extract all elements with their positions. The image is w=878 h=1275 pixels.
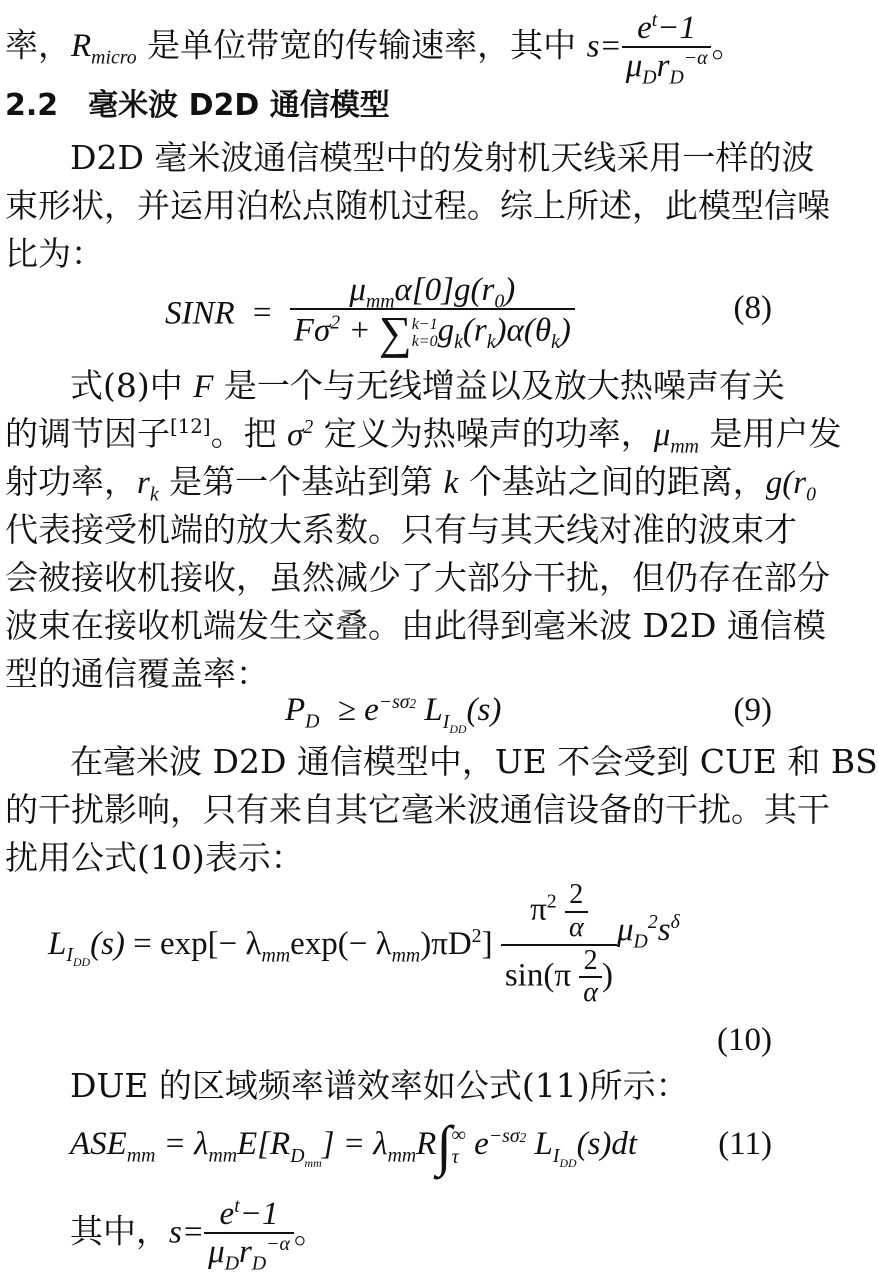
paragraph-line: 波束在接收机端发生交叠。由此得到毫米波 D2D 通信模 (5, 606, 826, 645)
equation-number: (11) (718, 1126, 772, 1162)
paragraph-line: 束形状，并运用泊松点随机过程。综上所述，此模型信噪 (5, 186, 830, 225)
paragraph-line: DUE 的区域频率谱效率如公式(11)所示： (70, 1066, 689, 1105)
equation-10: $L_{I_{DD}}(s) = \exp[- \lambda_{mm}\exp(- \lambda_{mm})\pi D^2]$ $\pi^2$ $\frac{2}{\alpha}$ sin(π $\frac{2}{\alpha}$ ) $\mu_D^2s^\delta$ (48, 879, 680, 1009)
text-fragment: 率， (5, 25, 71, 65)
paragraph-line: 在毫米波 D2D 通信模型中，UE 不会受到 CUE 和 BS (70, 742, 878, 781)
r-micro-symbol: $R_{micro}$ (71, 28, 137, 69)
paragraph-line: 比为： (5, 234, 104, 273)
paragraph-line: 式(8)中 F 是一个与无线增益以及放大热噪声有关 (70, 366, 785, 405)
text-line-1: 率，$R_{micro}$ 是单位带宽的传输速率，其中 s= $\frac{e^t-1}{\mu_Dr_D^{-\alpha}}$ 。 (5, 9, 745, 89)
paragraph-line: 的调节因子[12]。把 $\sigma^2$ 定义为热噪声的功率，$\mu_{mm}$ 是用户发 (5, 414, 842, 458)
citation: [12] (170, 415, 211, 438)
eq10-fraction: $\pi^2$ $\frac{2}{\alpha}$ sin(π $\frac{2}{\alpha}$ ) (501, 880, 617, 1009)
paragraph-line: 代表接受机端的放大系数。只有与其天线对准的波束才 (5, 510, 797, 549)
paragraph-line: 的干扰影响，只有来自其它毫米波通信设备的干扰。其干 (5, 790, 830, 829)
equation-number: (10) (717, 1022, 772, 1058)
section-heading: 2.2 毫米波 D2D 通信模型 (5, 88, 390, 123)
equation-number: (8) (733, 290, 772, 326)
equation-11: $ASE_{mm} = \lambda_{mm}E[R_{D_{mm}}] = \lambda_{mm}R\int$ ∞ τ $e^{-s\sigma 2}$ $L_{I_{DD}}(s)dt$ (70, 1115, 638, 1178)
equation-number: (9) (733, 692, 772, 728)
s-symbol: s= (586, 28, 622, 65)
paragraph-line: 扰用公式(10)表示： (5, 838, 304, 877)
equation-8: SINR = $\mu_{mm}\alpha[0]g(r_0)$ $F\sigma^2$ + ∑ k−1 k=0 $g_k(r_k)\alpha(\theta_k)$ (165, 272, 575, 356)
s-fraction: $\frac{e^t-1}{\mu_Dr_D^{-\alpha}}$ (204, 1196, 294, 1271)
paragraph-line: 型的通信覆盖率： (5, 654, 269, 693)
s-fraction: $\frac{e^t-1}{\mu_Dr_D^{-\alpha}}$ (622, 10, 712, 85)
equation-9: $P_D \ge e^{-s\sigma 2}$ $L_{I_{DD}}(s)$ (285, 691, 502, 736)
text-fragment: 是单位带宽的传输速率，其中 (147, 25, 577, 65)
paragraph-line: 射功率，$r_k$ 是第一个基站到第 k 个基站之间的距离，$g(r_0$ (5, 462, 817, 506)
sinr-fraction: $\mu_{mm}\alpha[0]g(r_0)$ $F\sigma^2$ + ∑ k−1 k=0 $g_k(r_k)\alpha(\theta_k)$ (290, 272, 575, 356)
paragraph-line: 会被接收机接收，虽然减少了大部分干扰，但仍存在部分 (5, 558, 830, 597)
paragraph-line: D2D 毫米波通信模型中的发射机天线采用一样的波 (70, 138, 815, 177)
paragraph-line: 其中，s= $\frac{e^t-1}{\mu_Dr_D^{-\alpha}}$ 。 (70, 1195, 327, 1275)
